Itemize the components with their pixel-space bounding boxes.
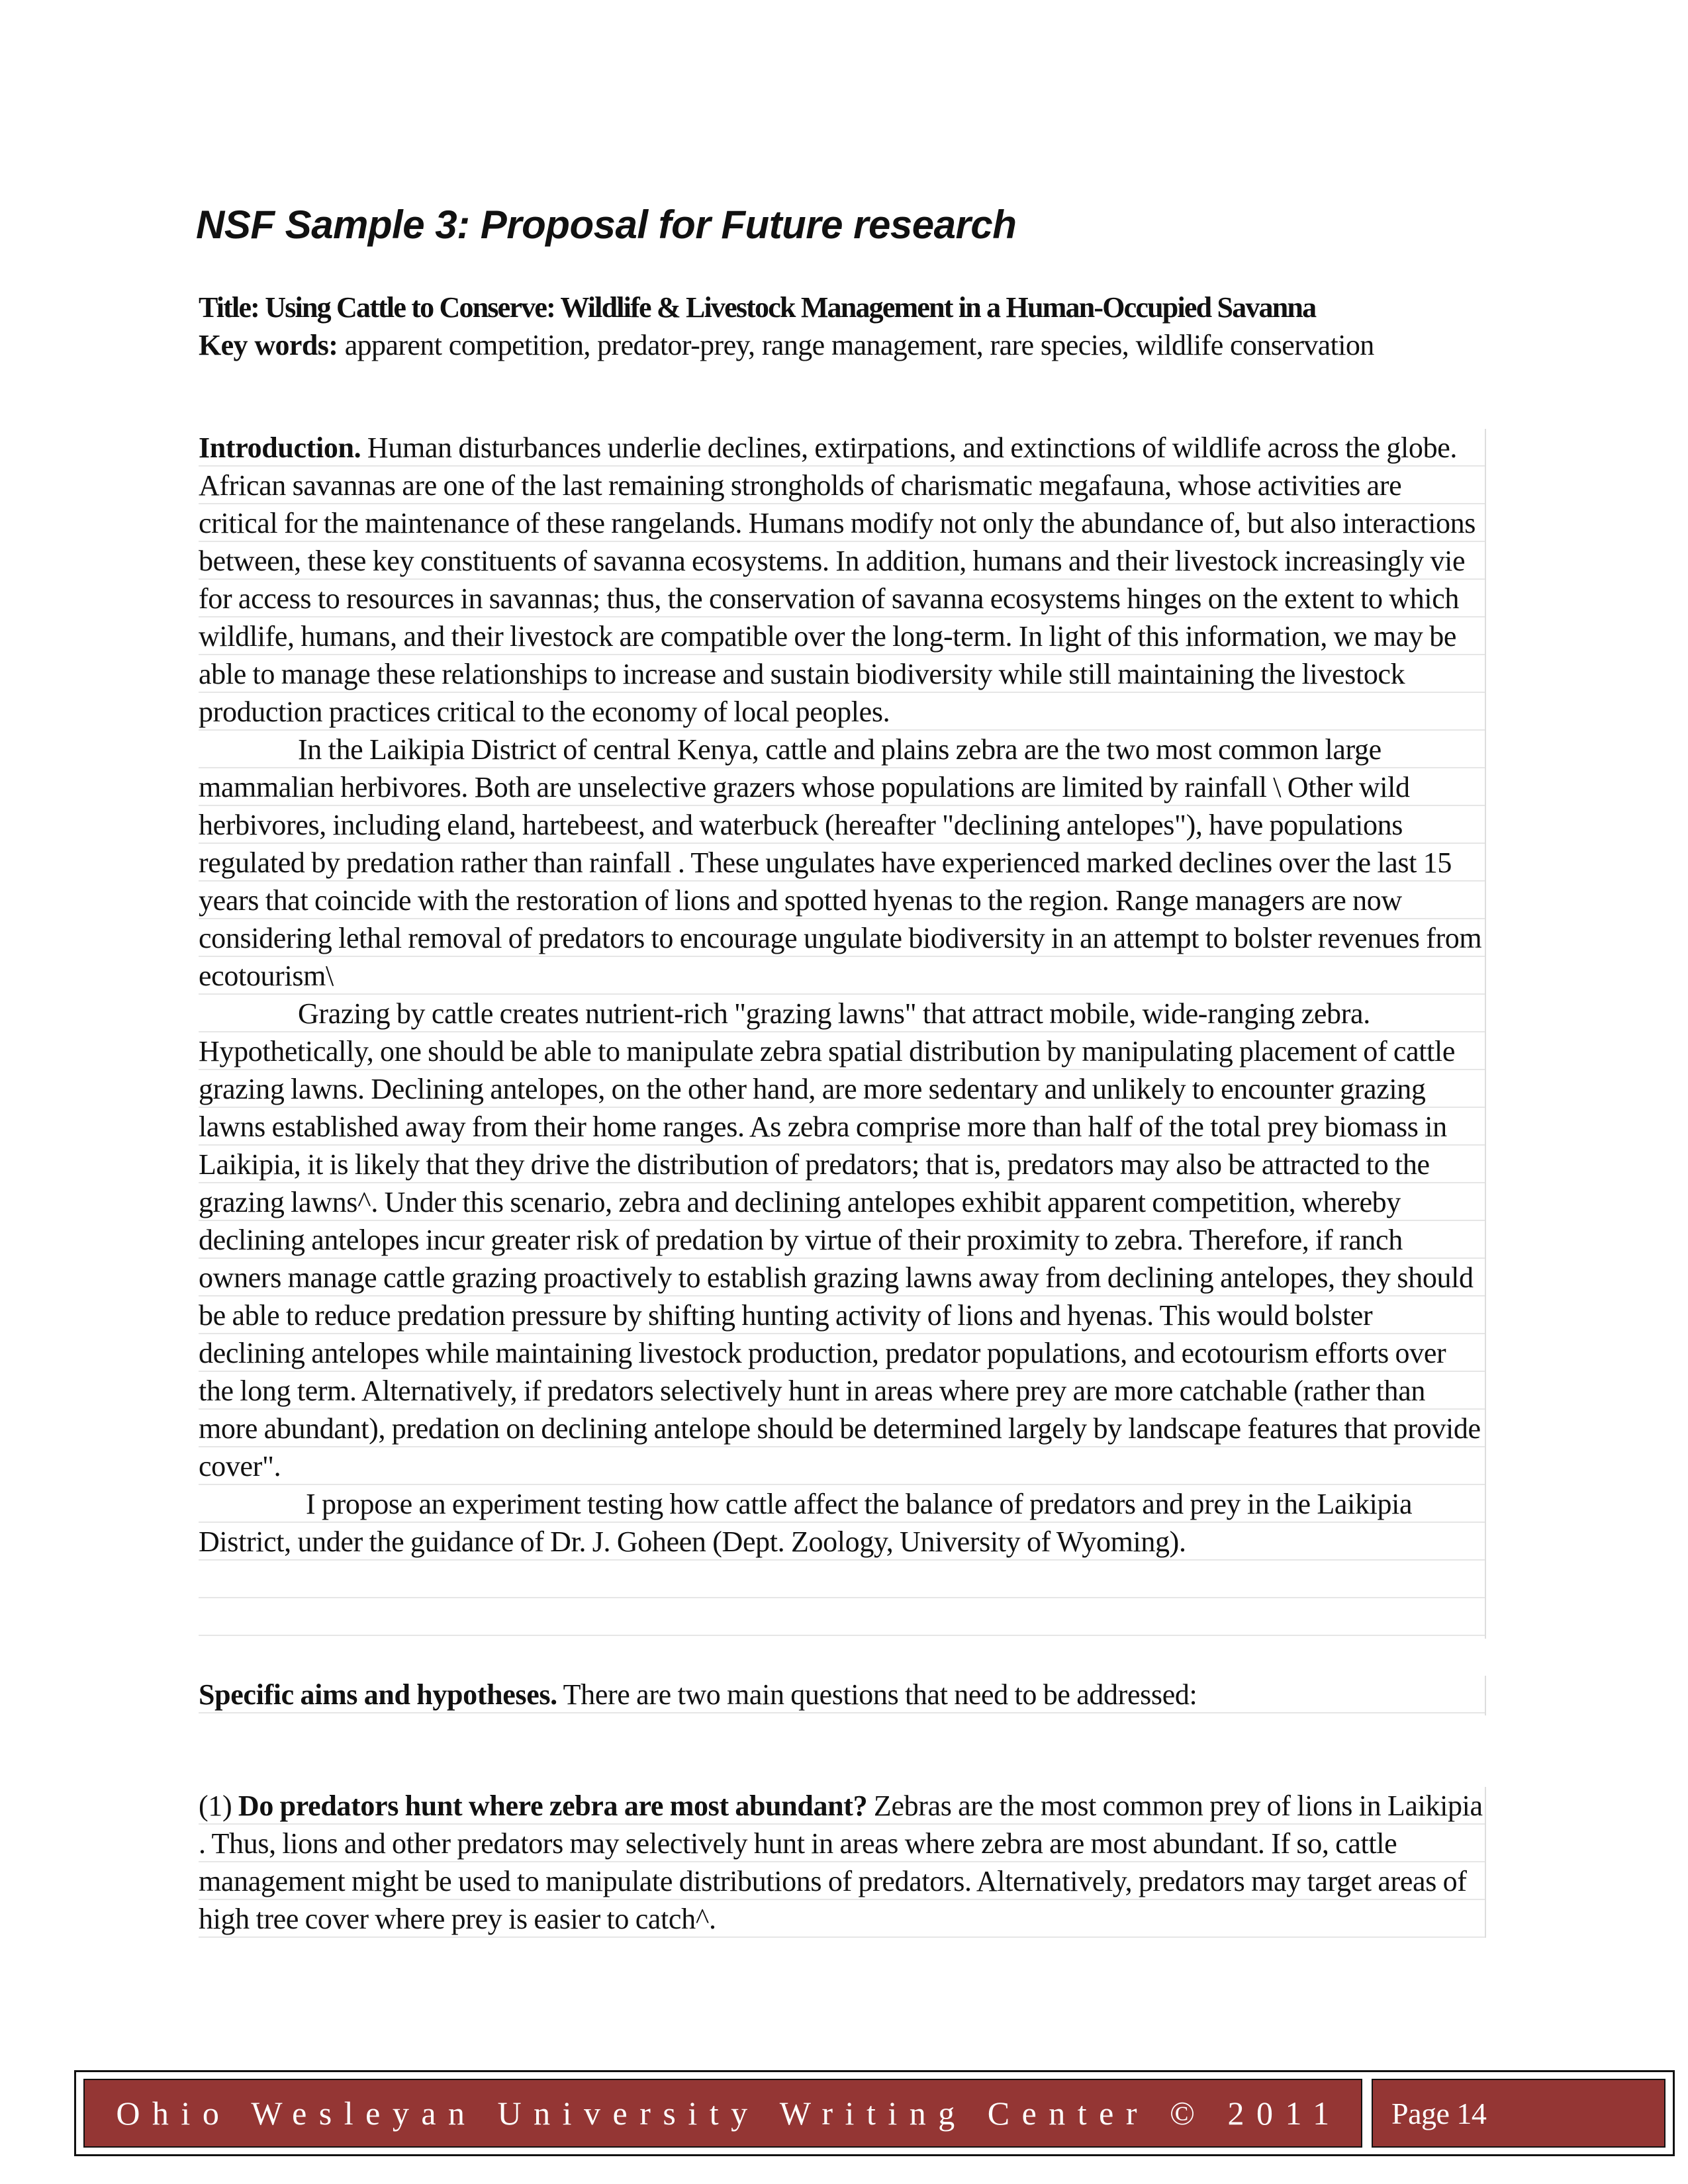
intro-paragraph-3: Grazing by cattle creates nutrient-rich "grazing lawns" that attract mobile, wide-ranging zebra. Hypothetically, one should be able to manipulate zebra spatial distribution by manipulating placement of cattle grazing lawns. Declining antelopes, on the other hand, are more sedentary and unlikely to encounter grazing lawns established away from their home ranges. As zebra comprise more than half of the total prey biomass in Laikipia, it is likely that they drive the distribution of predators; that is, predators may also be attracted to the grazing lawns^. Under this scenario, zebra and declining antelopes exhibit apparent competition, whereby declining antelopes incur greater risk of predation by virtue of their proximity to zebra. Therefore, if ranch owners manage cattle grazing proactively to establish grazing lawns away from declining antelopes, they should be able to reduce predation pressure by shifting hunting activity of lions and hyenas. This would bolster declining antelopes while maintaining livestock production, predator populations, and ecotourism efforts over the long term. Alternatively, if predators selectively hunt in areas where prey are more catchable (rather than more abundant), predation on declining antelope should be determined largely by landscape features that provide cover".	[199, 997, 1481, 1482]
specific-aims-text: There are two main questions that need to be addressed:	[557, 1678, 1197, 1711]
keywords-text: apparent competition, predator-prey, range management, rare species, wildlife conservation	[338, 329, 1374, 361]
specific-aims-paragraph	[199, 1676, 1485, 1713]
footer-organization-banner	[83, 2079, 1362, 2148]
specific-aims-section	[199, 1676, 1486, 1715]
introduction-label: Introduction.	[199, 432, 361, 464]
question-1-label: Do predators hunt where zebra are most abundant?	[238, 1790, 868, 1822]
keywords	[199, 326, 1496, 364]
page-title: NSF Sample 3: Proposal for Future research	[196, 203, 1017, 247]
intro-paragraph-4: I propose an experiment testing how cattle affect the balance of predators and prey in the Laikipia District, under the guidance of Dr. J. Goheen (Dept. Zoology, University of Wyoming).	[199, 1488, 1413, 1558]
introduction-section	[199, 429, 1486, 1639]
intro-paragraph-1-text: Human disturbances underlie declines, extirpations, and extinctions of wildlife across the globe. African savannas are one of the last remaining strongholds of charismatic megafauna, whose activities are critical for the maintenance of these rangelands. Humans modify not only the abundance of, but also interactions between, these key constituents of savanna ecosystems. In addition, humans and their livestock increasingly vie for access to resources in savannas; thus, the conservation of savanna ecosystems hinges on the extent to which wildlife, humans, and their livestock are compatible over the long-term. In light of this information, we may be able to manage these relationships to increase and sustain biodiversity while still maintaining the livestock production practices critical to the economy of local peoples.	[199, 432, 1476, 728]
keywords-label: Key words:	[199, 329, 338, 361]
footer-page-number-box	[1372, 2079, 1665, 2148]
proposal-title: Title: Using Cattle to Conserve: Wildlife & Livestock Management in a Human-Occupied Savanna	[199, 291, 1316, 324]
intro-paragraph-1	[199, 429, 1485, 731]
question-1-section	[199, 1787, 1486, 1938]
intro-paragraph-2: In the Laikipia District of central Kenya, cattle and plains zebra are the two most common large mammalian herbivores. Both are unselective grazers whose populations are limited by rainfall \ Other wild herbivores, including eland, hartebeest, and waterbuck (hereafter "declining antelopes"), have populations regulated by predation rather than rainfall . These ungulates have experienced marked declines over the last 15 years that coincide with the restoration of lions and spotted hyenas to the region. Range managers are now considering lethal removal of predators to encourage ungulate biodiversity in an attempt to bolster revenues from ecotourism\	[199, 733, 1482, 992]
question-1-text: Zebras are the most common prey of lions in Laikipia . Thus, lions and other predators may selectively hunt in areas where zebra are most abundant. If so, cattle management might be used to manipulate distributions of predators. Alternatively, predators may target areas of high tree cover where prey is easier to catch^.	[199, 1790, 1483, 1935]
footer-organization-text: Ohio Wesleyan University Writing Center © 2011	[116, 2095, 1342, 2132]
question-1-paragraph	[199, 1787, 1485, 1938]
specific-aims-label: Specific aims and hypotheses.	[199, 1678, 557, 1711]
page-number: Page 14	[1391, 2096, 1487, 2130]
question-1-number: (1)	[199, 1790, 238, 1822]
